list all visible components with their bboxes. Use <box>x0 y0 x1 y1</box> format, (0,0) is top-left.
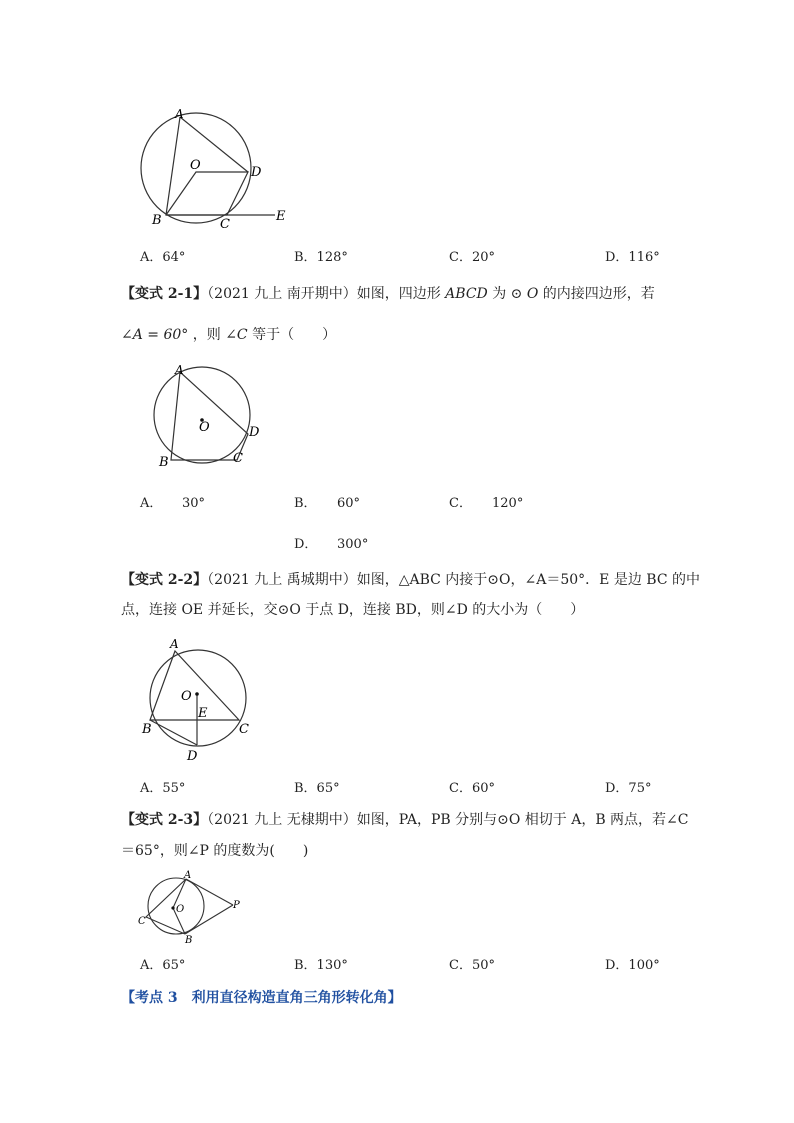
q4-option-b: B．130° <box>294 958 348 973</box>
label-A: A <box>184 870 192 881</box>
q2-option-c-letter: C． <box>449 496 472 511</box>
label-A: A <box>170 637 179 651</box>
q4-line-2: ＝65°，则∠P 的度数为( ) <box>121 843 309 859</box>
q1-option-a: A．64° <box>140 250 186 265</box>
label-A: A <box>175 107 184 121</box>
q2-option-d-letter: D． <box>294 537 318 552</box>
q2-option-b-letter: B． <box>294 496 317 511</box>
q2-option-a-value: 30° <box>182 496 206 511</box>
q1-option-c: C．20° <box>449 250 495 265</box>
q4-option-a: A．65° <box>140 958 186 973</box>
label-C: C <box>138 916 146 927</box>
q3-tag: 【变式 2-2】 <box>121 572 208 588</box>
figure-1-circle-quadrilateral <box>130 100 300 235</box>
q2-option-a-letter: A． <box>140 496 163 511</box>
figure-2-inscribed-quadrilateral <box>145 360 270 470</box>
q4-option-c: C．50° <box>449 958 495 973</box>
label-C: C <box>239 722 249 737</box>
label-O: O <box>190 158 201 173</box>
q2-option-b-value: 60° <box>337 496 361 511</box>
label-B: B <box>152 213 162 228</box>
q4-tag: 【变式 2-3】 <box>121 812 208 828</box>
label-B: B <box>142 722 152 737</box>
label-E: E <box>276 209 286 224</box>
label-B: B <box>185 935 193 946</box>
q2-line-2: ∠A = 60° ，则 ∠C 等于（ ） <box>121 327 337 343</box>
q2-tag: 【变式 2-1】 <box>121 286 208 302</box>
q2-line-1: 【变式 2-1】（2021 九上 南开期中）如图，四边形 ABCD 为 ⊙ O 的内接四边形，若 <box>121 286 655 302</box>
q1-option-b: B．128° <box>294 250 348 265</box>
label-C: C <box>220 217 230 232</box>
q4-line-1: 【变式 2-3】（2021 九上 无棣期中）如图，PA，PB 分别与⊙O 相切于 A，B 两点，若∠C <box>121 812 689 828</box>
label-O: O <box>199 420 210 435</box>
q3-option-d: D．75° <box>605 781 652 796</box>
label-D: D <box>187 749 198 764</box>
label-C: C <box>233 451 243 466</box>
q2-option-d-value: 300° <box>337 537 369 552</box>
q3-option-a: A．55° <box>140 781 186 796</box>
figure-3-triangle-in-circle <box>135 632 260 767</box>
q2-option-c-value: 120° <box>492 496 524 511</box>
section-heading: 【考点 3 利用直径构造直角三角形转化角】 <box>121 990 402 1006</box>
label-O: O <box>176 904 185 915</box>
q3-line-2: 点，连接 OE 并延长，交⊙O 于点 D，连接 BD，则∠D 的大小为（ ） <box>121 602 585 618</box>
q1-option-d: D．116° <box>605 250 660 265</box>
label-D: D <box>249 425 260 440</box>
q3-option-b: B．65° <box>294 781 340 796</box>
label-O: O <box>181 689 192 704</box>
label-A: A <box>175 363 184 377</box>
q3-line-1: 【变式 2-2】（2021 九上 禹城期中）如图，△ABC 内接于⊙O，∠A＝50°．E 是边 BC 的中 <box>121 572 700 588</box>
q3-option-c: C．60° <box>449 781 495 796</box>
q4-option-d: D．100° <box>605 958 660 973</box>
label-B: B <box>159 455 169 470</box>
label-E: E <box>198 706 208 721</box>
label-D: D <box>251 165 262 180</box>
label-P: P <box>233 900 240 911</box>
figure-4-tangent-lines <box>135 868 250 946</box>
